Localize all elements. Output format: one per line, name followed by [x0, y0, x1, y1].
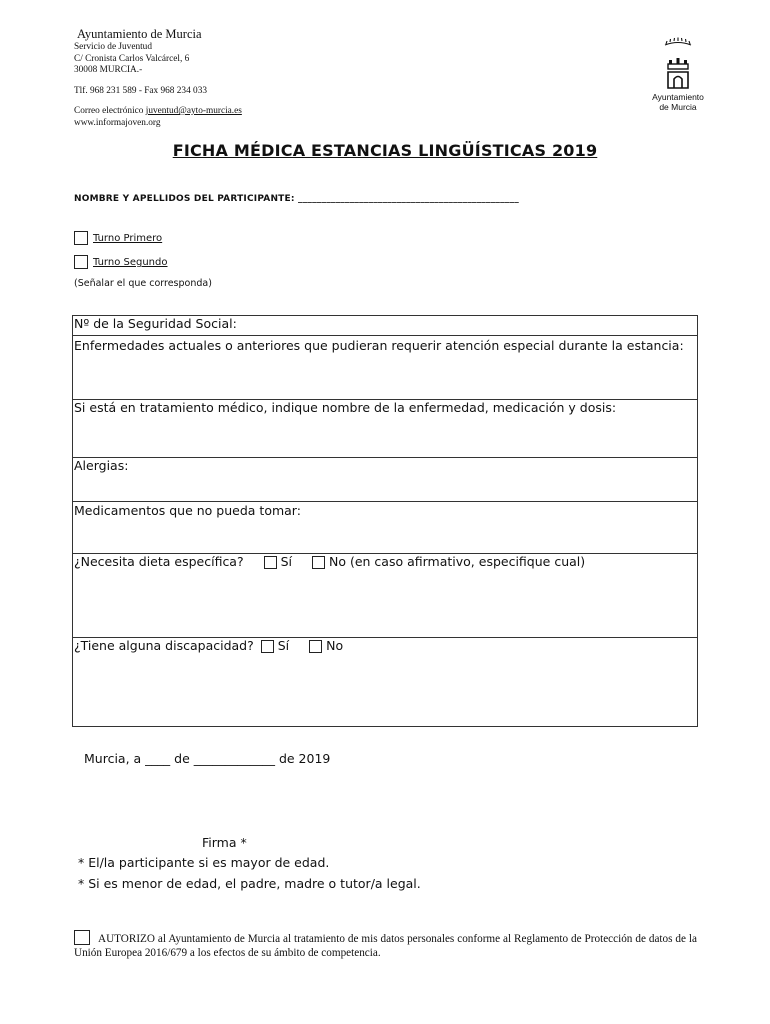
medicamentos-row[interactable] [73, 503, 697, 518]
website[interactable]: www.informajoven.org [74, 117, 161, 128]
discapacidad-row[interactable] [73, 638, 697, 653]
turno-segundo-checkbox[interactable] [74, 255, 88, 269]
dieta-label: ¿Necesita dieta específica? [74, 554, 244, 569]
dieta-row[interactable] [73, 554, 697, 569]
medicamentos-label: Medicamentos que no pueda tomar: [74, 503, 301, 518]
discapacidad-no-checkbox[interactable] [309, 640, 322, 653]
dieta-no-checkbox[interactable] [312, 556, 325, 569]
letterhead [74, 27, 242, 129]
turno-note: (Señalar el que corresponda) [74, 278, 212, 289]
street-address: C/ Cronista Carlos Valcárcel, 6 [74, 53, 190, 64]
ss-number-row[interactable] [73, 316, 697, 331]
divider [73, 335, 697, 336]
turno-segundo-option[interactable] [74, 255, 168, 269]
alergias-label: Alergias: [74, 458, 129, 473]
turno-segundo-label: Turno Segundo [93, 257, 168, 268]
participant-name-field[interactable]: NOMBRE Y APELLIDOS DEL PARTICIPANTE: _______________________________________________ [74, 194, 519, 204]
page-title: FICHA MÉDICA ESTANCIAS LINGÜÍSTICAS 2019 [172, 141, 598, 160]
ss-number-label: Nº de la Seguridad Social: [74, 316, 237, 331]
authorization-clause [74, 930, 697, 960]
enfermedades-row[interactable] [73, 338, 697, 353]
discapacidad-no-label: No [326, 638, 344, 653]
dieta-si-label: Sí [280, 554, 293, 569]
service-name: Servicio de Juventud [74, 42, 152, 52]
signature-label: Firma * [202, 835, 247, 850]
dieta-si-checkbox[interactable] [264, 556, 277, 569]
turno-primero-option[interactable] [74, 231, 162, 245]
discapacidad-label: ¿Tiene alguna discapacidad? [74, 638, 254, 653]
email-link[interactable]: juventud@ayto-murcia.es [145, 106, 242, 116]
enfermedades-label: Enfermedades actuales o anteriores que pudieran requerir atención especial durante la estancia: [74, 338, 684, 353]
tratamiento-row[interactable] [73, 400, 697, 415]
signature-note-adult: * El/la participante si es mayor de edad. [78, 855, 330, 870]
medical-form-table [72, 315, 698, 727]
turno-primero-checkbox[interactable] [74, 231, 88, 245]
city-address: 30008 MURCIA.- [74, 65, 143, 75]
discapacidad-si-checkbox[interactable] [261, 640, 274, 653]
org-name: Ayuntamiento de Murcia [77, 27, 202, 41]
logo-text-line1: Ayuntamiento [652, 92, 704, 102]
logo-text-line2: de Murcia [659, 102, 697, 112]
alergias-row[interactable] [73, 458, 697, 473]
authorization-checkbox[interactable] [74, 930, 90, 945]
dieta-no-label: No (en caso afirmativo, especifique cual) [329, 554, 586, 569]
email-label: Correo electrónico [74, 106, 144, 116]
date-line[interactable]: Murcia, a ____ de _____________ de 2019 [84, 751, 331, 766]
turno-primero-label: Turno Primero [93, 233, 163, 244]
signature-note-minor: * Si es menor de edad, el padre, madre o tutor/a legal. [78, 876, 421, 891]
discapacidad-si-label: Sí [277, 638, 290, 653]
castle-crest-icon [661, 36, 695, 92]
phone-fax: Tlf. 968 231 589 - Fax 968 234 033 [74, 85, 207, 96]
city-logo [640, 36, 716, 112]
email-line [74, 106, 242, 118]
divider [73, 501, 697, 502]
tratamiento-label: Si está en tratamiento médico, indique nombre de la enfermedad, medicación y dosis: [74, 400, 617, 415]
authorization-text: AUTORIZO al Ayuntamiento de Murcia al tratamiento de mis datos personales conforme al Reglamento de Protección de datos de la Unión Europea 2016/679 a los efectos de su ámbito de competencia. [74, 933, 697, 959]
